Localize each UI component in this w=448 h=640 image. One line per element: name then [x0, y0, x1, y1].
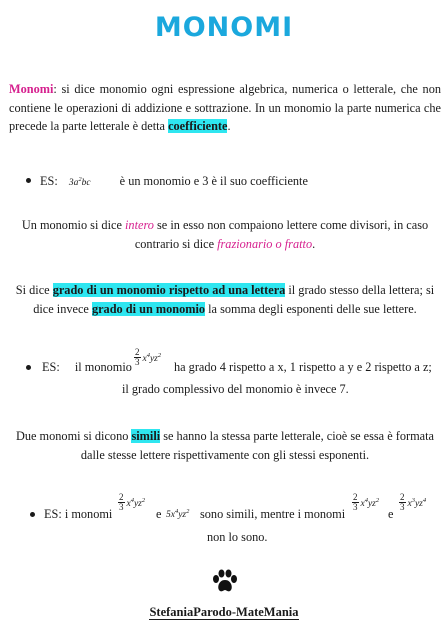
term-frazionario: frazionario o fratto — [217, 236, 313, 251]
page-title: MONOMI — [154, 12, 294, 43]
example-2 — [42, 358, 132, 376]
example-1-text: è un monomio e 3 è il suo coefficiente — [119, 174, 308, 189]
example-3-monomial-a: $\frac{2}{3}$ $x^4yz^2$ — [119, 492, 146, 512]
grado-paragraph: Si dice grado di un monomio rispetto ad una lettera il grado stesso della lettera; si dice invece grado di un monomio la somma degli esponenti delle sue lettere. — [15, 283, 435, 316]
bullet-dot — [26, 178, 31, 183]
example-2-line-2: il grado complessivo del monomio è invece 7. — [122, 382, 349, 396]
example-1-expression: $3a^2bc$ — [68, 176, 91, 189]
example-2-line-1: ha grado 4 rispetto a x, 1 rispetto a y e 2 rispetto a z; — [174, 360, 432, 374]
highlight-coefficiente: coefficiente — [168, 119, 228, 133]
example-3-e1: e — [156, 507, 162, 521]
example-1-label: ES: — [40, 174, 58, 189]
intero-paragraph: Un monomio si dice intero se in esso non compaiono lettere come divisori, in caso contrario si dice frazionario o fratto. — [21, 218, 429, 251]
definition-end: . — [227, 119, 231, 133]
highlight-grado-lettera: grado di un monomio rispetto ad una lettera — [52, 283, 286, 297]
footer-author: StefaniaParodo-MateMania — [149, 605, 299, 619]
highlight-simili: simili — [131, 429, 161, 443]
example-3-label: ES: i monomi — [44, 507, 113, 521]
bullet-dot — [26, 365, 31, 370]
example-3-monomial-d: $\frac{2}{3}$ $x^3yz^4$ — [400, 492, 427, 512]
term-monomi: Monomi — [9, 82, 54, 96]
highlight-grado-monomio: grado di un monomio — [91, 301, 206, 316]
example-2-label: ES: — [42, 360, 60, 374]
example-3-middle-text: sono simili, mentre i monomi — [200, 507, 346, 521]
example-2-monomial: $\frac{2}{3}$ $x^4yz^2$ — [135, 347, 162, 367]
definition-text: : si dice monomio ogni espressione algebrica, numerica o letterale, che non contiene le operazioni di addizione e sottrazione. In un monomio la parte numerica che precede la parte letterale è detta — [9, 82, 441, 133]
example-1 — [40, 171, 308, 192]
term-intero: intero — [125, 218, 154, 232]
example-3-line-2: non lo sono. — [207, 530, 268, 544]
example-3-monomial-b: $5x^4yz^2$ — [166, 508, 190, 521]
bullet-dot — [30, 512, 35, 517]
example-2-intro: il monomio — [74, 360, 132, 374]
example-3-e2: e — [388, 507, 394, 521]
simili-paragraph: Due monomi si dicono simili se hanno la stessa parte letterale, cioè se essa è formata dalle stesse lettere rispettivamente con gli stessi esponenti. — [16, 429, 434, 462]
paw-icon — [212, 569, 238, 593]
example-3-monomial-c: $\frac{2}{3}$ $x^4yz^2$ — [353, 492, 380, 512]
definition-paragraph — [9, 80, 441, 136]
